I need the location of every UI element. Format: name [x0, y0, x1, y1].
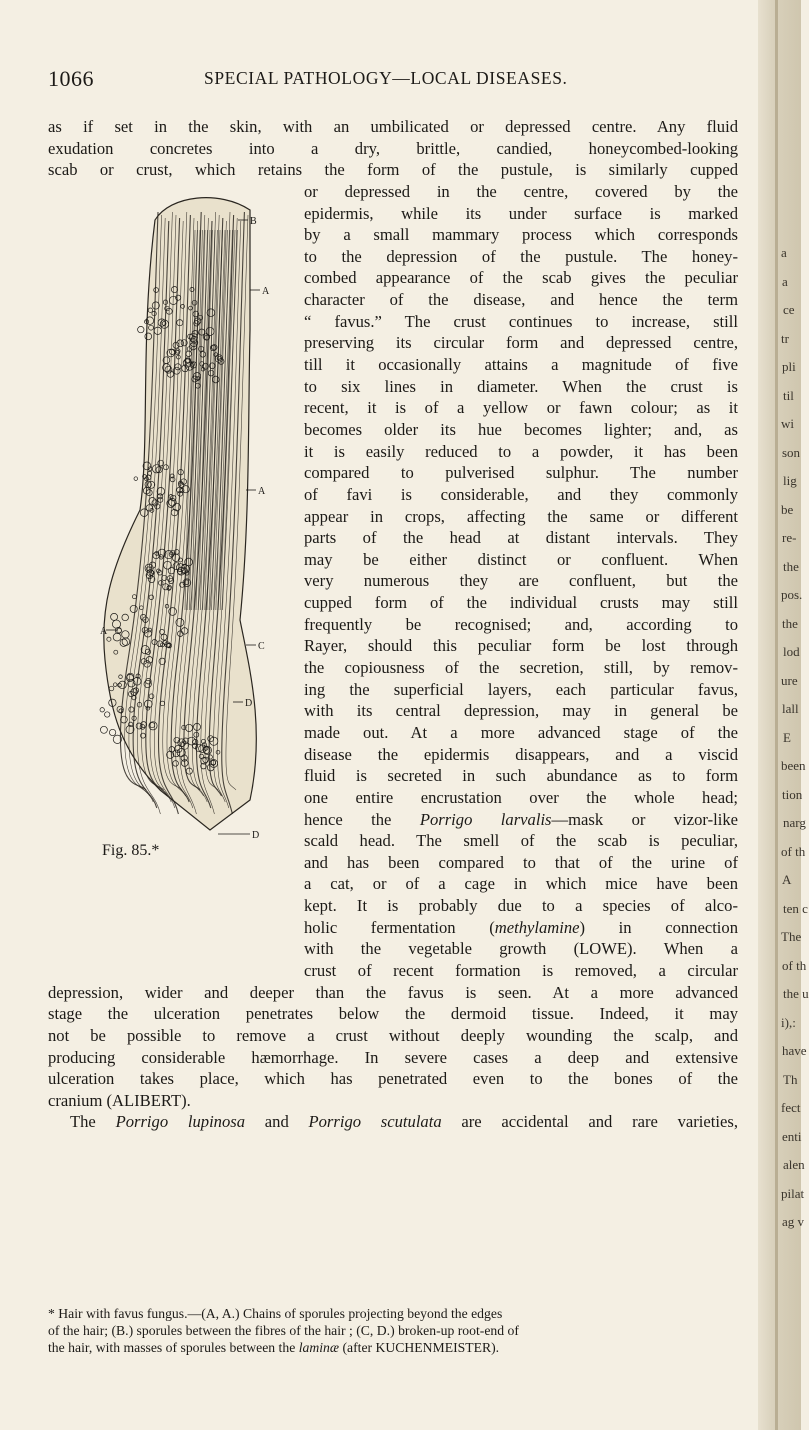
- body-line: Rayer, should this peculiar form be lost through: [304, 636, 738, 656]
- body-line: parts of the head at distant intervals. They: [304, 528, 738, 548]
- edge-fragment: alen: [783, 1157, 805, 1172]
- footnote-line: of the hair; (B.) sporules between the fibres of the hair ; (C, D.) broken-up root-end of: [48, 1323, 519, 1338]
- figure-label: D: [245, 698, 253, 709]
- body-line: scald head. The smell of the scab is peculiar,: [304, 831, 738, 851]
- edge-fragment: pos.: [781, 587, 803, 602]
- edge-fragment: be: [781, 501, 794, 517]
- body-line: of favi is considerable, and they commonly: [304, 484, 738, 504]
- edge-fragment: a: [782, 273, 788, 289]
- edge-fragment: lig: [783, 473, 797, 488]
- body-line: holic fermentation (methylamine) in connection: [304, 917, 739, 937]
- body-line: fluid is secreted in such abundance as to form: [304, 766, 738, 786]
- body-line: or depressed in the centre, covered by the: [304, 181, 738, 201]
- body-line: it is easily reduced to a powder, it has been: [304, 441, 738, 461]
- edge-fragment: tion: [782, 786, 803, 802]
- body-line: the copiousness of the secretion, still, by remov-: [304, 658, 738, 678]
- edge-fragment: of th: [782, 957, 807, 973]
- body-line: depression, wider and deeper than the favus is seen. At a more advanced: [48, 982, 738, 1002]
- edge-fragment: lall: [782, 701, 799, 716]
- body-line: “ favus.” The crust continues to increase, still: [304, 311, 738, 331]
- edge-fragment: ag v: [782, 1214, 805, 1229]
- body-line: very numerous they are confluent, but the: [304, 571, 738, 591]
- book-spine-shadow: [775, 0, 778, 1430]
- edge-fragment: re-: [782, 530, 797, 545]
- page-header: [48, 66, 738, 96]
- term-laminae: laminæ: [298, 1340, 340, 1355]
- body-line: exudation concretes into a dry, brittle, candied, honeycombed-looking: [48, 138, 738, 158]
- edge-fragment: a: [781, 245, 787, 260]
- edge-fragment: fect: [781, 1100, 801, 1115]
- body-line: compared to pulverised sulphur. The number: [304, 463, 738, 483]
- body-line: one entire encrustation over the whole head;: [304, 787, 738, 807]
- edge-fragment: Th: [783, 1071, 798, 1087]
- body-line: with its central depression, may in general be: [304, 701, 738, 721]
- figure-label: A: [262, 286, 270, 297]
- footnote-line: the hair, with masses of sporules between the laminæ (after KUCHENMEISTER).: [48, 1340, 500, 1355]
- body-line: The Porrigo lupinosa and Porrigo scutulata are accidental and rare varieties,: [70, 1112, 738, 1132]
- body-line: disease the epidermis disappears, and a viscid: [304, 744, 738, 764]
- edge-fragment: tr: [781, 330, 789, 346]
- body-line: stage the ulceration penetrates below the dermoid tissue. Indeed, it may: [48, 1004, 738, 1024]
- body-line: ulceration takes place, which has penetrated even to the bones of the: [48, 1069, 738, 1089]
- edge-fragment: of th: [781, 843, 806, 859]
- term-porrigo-larvalis: Porrigo larvalis: [419, 809, 552, 829]
- body-line: till it occasionally attains a magnitude of five: [304, 355, 738, 375]
- body-line: hence the Porrigo larvalis—mask or vizor-like: [304, 809, 738, 829]
- body-line: and has been compared to that of the urine of: [304, 852, 738, 872]
- edge-fragment: been: [781, 758, 806, 773]
- body-line: ing the superficial layers, each particular favus,: [304, 679, 738, 699]
- hair-favus-engraving: [100, 190, 270, 844]
- body-line: to six lines in diameter. When the crust is: [304, 376, 738, 396]
- edge-fragment: narg: [783, 815, 806, 830]
- edge-fragment: lod: [783, 644, 800, 659]
- figure-label: C: [258, 641, 265, 652]
- edge-fragment: enti: [782, 1128, 802, 1144]
- body-line: as if set in the skin, with an umbilicated or depressed centre. Any fluid: [48, 117, 738, 136]
- edge-fragment: til: [783, 387, 794, 403]
- body-line: becomes older its hue becomes lighter; and, as: [304, 419, 738, 439]
- body-line: character of the disease, and hence the term: [304, 290, 738, 310]
- edge-fragment: A: [782, 872, 792, 887]
- body-line: producing considerable hæmorrhage. In severe cases a deep and extensive: [48, 1047, 738, 1067]
- body-line: may be either distinct or confluent. When: [304, 549, 738, 569]
- edge-fragment: pli: [782, 359, 796, 374]
- edge-fragment: the: [782, 615, 798, 631]
- body-line: with the vegetable growth (LOWE). When a: [304, 939, 738, 959]
- term-methylamine: methylamine: [494, 917, 580, 937]
- body-line: kept. It is probably due to a species of alco-: [304, 896, 738, 916]
- figure-label: D: [252, 830, 260, 841]
- body-line: scab or crust, which retains the form of the pustule, is similarly cupped: [48, 160, 738, 180]
- body-line: crust of recent formation is removed, a circular: [304, 960, 738, 980]
- body-line: cranium (ALIBERT).: [48, 1090, 191, 1110]
- edge-fragment: son: [782, 444, 801, 460]
- figure-label: A: [258, 486, 266, 497]
- body-line: to the depression of the pustule. The honey-: [304, 246, 738, 266]
- body-line: made out. At a more advanced stage of the: [304, 722, 738, 742]
- edge-fragment: ure: [781, 672, 798, 688]
- edge-fragment: The: [781, 929, 802, 944]
- body-line: a cat, or of a cage in which mice have been: [304, 874, 738, 894]
- term-porrigo-lupinosa: Porrigo lupinosa: [115, 1112, 246, 1132]
- running-head: SPECIAL PATHOLOGY—LOCAL DISEASES.: [204, 68, 568, 88]
- body-line: frequently be recognised; and, according to: [304, 614, 738, 634]
- footnote-line: * Hair with favus fungus.—(A, A.) Chains of sporules projecting beyond the edges: [48, 1306, 503, 1321]
- edge-fragment: the: [783, 558, 799, 574]
- edge-fragment: wi: [781, 416, 794, 431]
- body-line: recent, it is of a yellow or fawn colour; as it: [304, 398, 738, 418]
- body-line: cupped form of the individual crusts may still: [304, 593, 738, 613]
- footnote: [48, 1305, 738, 1356]
- body-line: appear in crops, affecting the same or different: [304, 506, 738, 526]
- edge-fragment: E: [783, 729, 791, 745]
- figure-label: A: [100, 626, 108, 637]
- body-line: not be possible to remove a crust without deeply wounding the scalp, and: [48, 1025, 738, 1045]
- edge-fragment: have: [782, 1043, 807, 1058]
- body-line: epidermis, while its under surface is marked: [304, 203, 738, 223]
- edge-fragment: i),:: [781, 1014, 796, 1030]
- edge-fragment: the u: [783, 986, 809, 1001]
- figure-85-hair-illustration: [100, 190, 270, 844]
- page-number: 1066: [48, 66, 94, 91]
- edge-fragment: ce: [783, 302, 795, 317]
- edge-fragment: ten c: [783, 900, 808, 916]
- edge-fragment: pilat: [781, 1185, 805, 1201]
- term-porrigo-scutulata: Porrigo scutulata: [308, 1112, 442, 1132]
- body-line: combed appearance of the scab gives the peculiar: [304, 268, 738, 288]
- body-line: by a small mammary process which corresponds: [304, 225, 738, 245]
- figure-label: B: [250, 216, 257, 227]
- body-line: preserving its circular form and depressed centre,: [304, 333, 738, 353]
- figure-caption: Fig. 85.*: [102, 842, 160, 859]
